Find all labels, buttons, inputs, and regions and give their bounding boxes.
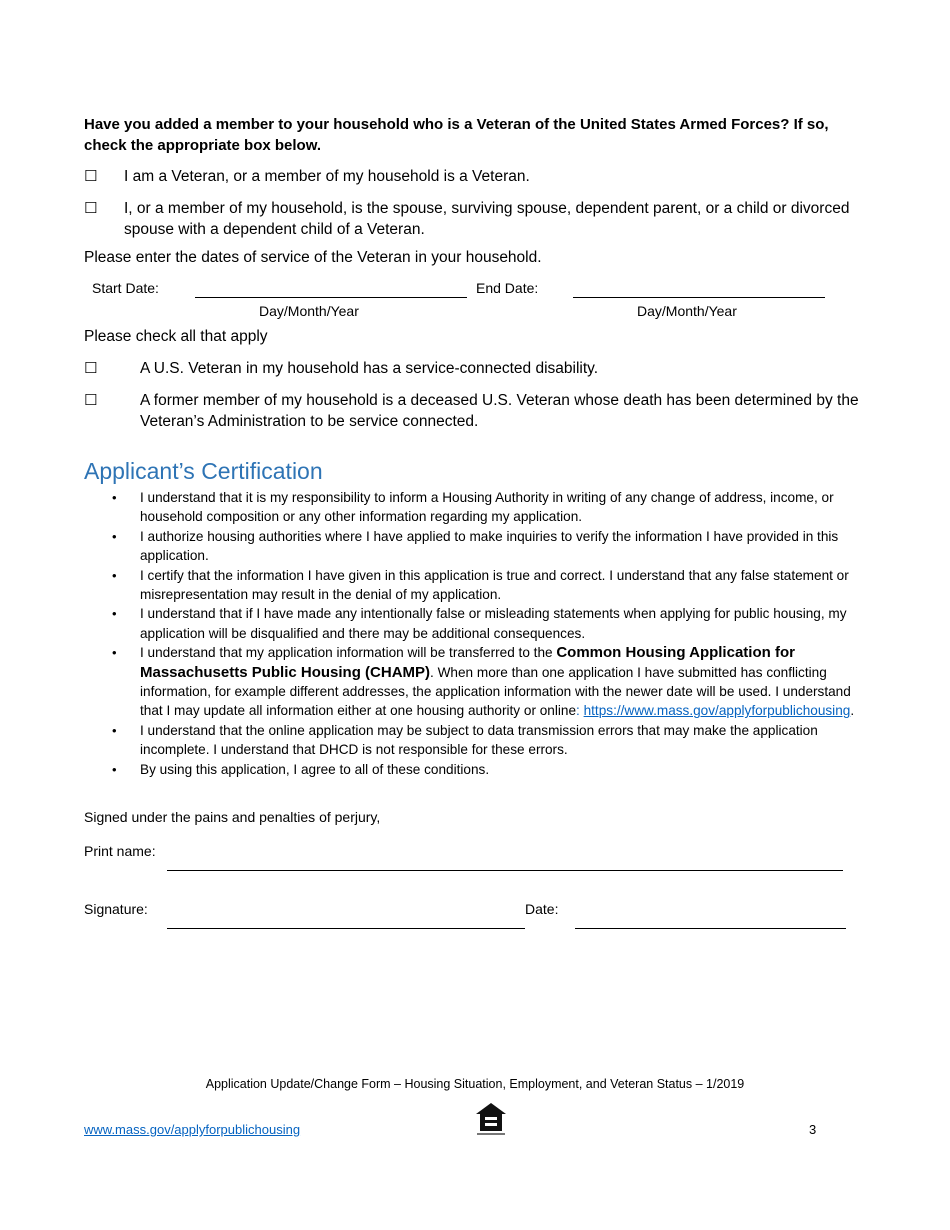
list-item — [84, 721, 874, 760]
champ-colon: : — [576, 703, 580, 719]
champ-text-suffix: . When more than one application I have submitted has conflicting information, for example different addresses, the application information with the newer date will be used. I understand that I may update all information either at one housing authority or online — [140, 664, 851, 719]
veteran-option-2-label: I, or a member of my household, is the spouse, surviving spouse, dependent parent, or a child or divorced spouse with a dependent child of a Veteran. — [124, 200, 850, 238]
list-item — [84, 604, 874, 643]
veteran-option-1-label: I am a Veteran, or a member of my household is a Veteran. — [124, 168, 530, 185]
bullet-icon: • — [112, 528, 117, 544]
certification-list — [84, 488, 874, 779]
checkbox-icon[interactable]: ☐ — [84, 199, 98, 217]
apply-option-2[interactable] — [84, 390, 884, 432]
apply-option-2-label: A former member of my household is a deceased U.S. Veteran whose death has been determined by the Veteran’s Administration to be service connected. — [140, 392, 859, 430]
list-item-text: I understand that if I have made any intentionally false or misleading statements when applying for public housing, my application will be disqualified and there may be additional consequences. — [140, 606, 847, 641]
checkbox-icon[interactable]: ☐ — [84, 359, 98, 377]
list-item — [84, 760, 874, 779]
footer-link[interactable]: www.mass.gov/applyforpublichousing — [84, 1122, 301, 1137]
end-date-format: Day/Month/Year — [637, 303, 737, 319]
bullet-icon: • — [112, 567, 117, 583]
list-item-text: I understand that the online application may be subject to data transmission errors that may make the application incomplete. I understand that DHCD is not responsible for these errors. — [140, 722, 818, 758]
champ-end: . — [850, 703, 855, 719]
footer-title: Application Update/Change Form – Housing Situation, Employment, and Veteran Status – 1/2019 — [205, 1077, 745, 1091]
champ-bold-text: Common Housing Application for Massachusetts Public Housing (CHAMP) — [140, 644, 795, 681]
apply-option-1[interactable] — [84, 358, 884, 379]
equal-housing-icon — [474, 1101, 508, 1137]
veteran-question: Have you added a member to your household who is a Veteran of the United States Armed Forces? If so, check the appropriate box below. — [84, 116, 829, 154]
apply-option-1-label: A U.S. Veteran in my household has a service-connected disability. — [140, 360, 599, 377]
list-item — [84, 527, 874, 566]
bullet-icon: • — [112, 761, 117, 777]
veteran-option-2[interactable] — [84, 198, 884, 240]
list-item — [84, 643, 874, 721]
print-name-label: Print name: — [84, 843, 156, 859]
signed-text: Signed under the pains and penalties of perjury, — [84, 809, 381, 825]
start-date-field[interactable] — [195, 297, 467, 298]
certification-heading: Applicant’s Certification — [84, 458, 323, 484]
signature-label: Signature: — [84, 901, 148, 917]
apply-link[interactable]: https://www.mass.gov/applyforpublichousing — [583, 703, 851, 719]
page-number: 3 — [809, 1122, 817, 1137]
date-field[interactable] — [575, 928, 846, 929]
dates-prompt: Please enter the dates of service of the Veteran in your household. — [84, 249, 542, 266]
bullet-icon: • — [112, 722, 117, 738]
veteran-option-1[interactable] — [84, 166, 884, 187]
bullet-icon: • — [112, 490, 117, 505]
start-date-label: Start Date: — [92, 280, 159, 296]
list-item-text: I certify that the information I have given in this application is true and correct. I understand that any false statement or misrepresentation may result in the denial of my application. — [140, 567, 849, 603]
date-label: Date: — [525, 901, 559, 917]
check-all-prompt: Please check all that apply — [84, 328, 268, 345]
list-item — [84, 488, 874, 527]
signature-field[interactable] — [167, 928, 525, 929]
bullet-icon: • — [112, 606, 117, 622]
print-name-field[interactable] — [167, 870, 843, 871]
list-item-text: I authorize housing authorities where I have applied to make inquiries to verify the information I have provided in this application. — [140, 528, 839, 564]
end-date-field[interactable] — [573, 297, 825, 298]
start-date-format: Day/Month/Year — [259, 303, 359, 319]
bullet-icon: • — [112, 645, 117, 661]
champ-text-prefix: I understand that my application information will be transferred to the — [140, 645, 557, 661]
list-item-text: By using this application, I agree to all of these conditions. — [140, 761, 490, 777]
end-date-label: End Date: — [476, 280, 539, 296]
list-item — [84, 566, 874, 605]
list-item-text: I understand that it is my responsibility to inform a Housing Authority in writing of any change of address, income, or household composition or any other information regarding my application. — [140, 490, 834, 525]
checkbox-icon[interactable]: ☐ — [84, 391, 98, 409]
checkbox-icon[interactable]: ☐ — [84, 167, 98, 185]
